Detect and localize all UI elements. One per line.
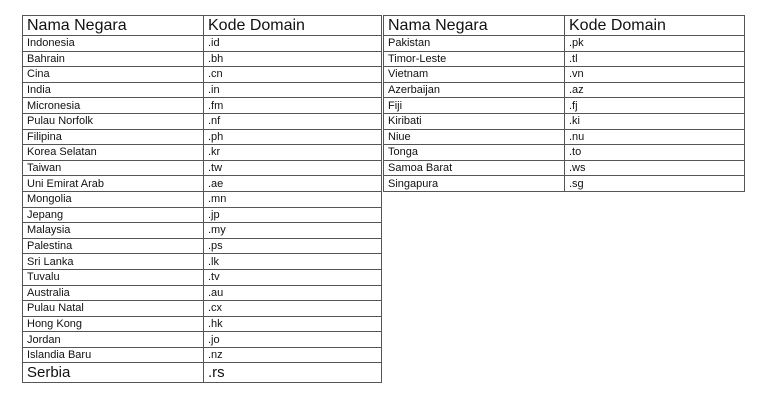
country-name-cell: Singapura [384, 176, 565, 192]
table-row [23, 301, 382, 317]
domain-code-cell: .nu [565, 129, 745, 145]
domain-code-cell: .pk [565, 36, 745, 52]
country-name-cell: Serbia [23, 363, 204, 383]
table-row [23, 160, 382, 176]
country-name-cell: Indonesia [23, 36, 204, 52]
table-row [23, 67, 382, 83]
table-row [23, 51, 382, 67]
table-row [23, 98, 382, 114]
table-row [23, 191, 382, 207]
country-name-cell: Malaysia [23, 223, 204, 239]
country-name-cell: Tuvalu [23, 269, 204, 285]
table-row [384, 145, 745, 161]
country-name-cell: Pakistan [384, 36, 565, 52]
domain-code-cell: .hk [204, 316, 382, 332]
country-name-cell: Jepang [23, 207, 204, 223]
country-name-cell: Cina [23, 67, 204, 83]
country-name-cell: India [23, 82, 204, 98]
domain-code-cell: .tw [204, 160, 382, 176]
table-row [23, 113, 382, 129]
domain-code-cell: .fj [565, 98, 745, 114]
domain-code-cell: .in [204, 82, 382, 98]
domain-code-cell: .nf [204, 113, 382, 129]
country-name-cell: Tonga [384, 145, 565, 161]
domain-code-cell: .az [565, 82, 745, 98]
country-name-cell: Korea Selatan [23, 145, 204, 161]
country-name-cell: Pulau Norfolk [23, 113, 204, 129]
domain-code-cell: .tv [204, 269, 382, 285]
domain-code-cell: .ae [204, 176, 382, 192]
table-row [384, 82, 745, 98]
table-row [23, 254, 382, 270]
domain-code-cell: .tl [565, 51, 745, 67]
table-row [23, 36, 382, 52]
table-body-right [384, 36, 745, 192]
domain-code-cell: .sg [565, 176, 745, 192]
table-row [384, 36, 745, 52]
country-name-cell: Micronesia [23, 98, 204, 114]
table-row [384, 176, 745, 192]
country-name-cell: Bahrain [23, 51, 204, 67]
domain-code-cell: .au [204, 285, 382, 301]
domain-code-cell: .kr [204, 145, 382, 161]
table-row [384, 129, 745, 145]
table-body-left [23, 36, 382, 383]
country-name-cell: Jordan [23, 332, 204, 348]
table-row [23, 269, 382, 285]
country-name-cell: Uni Emirat Arab [23, 176, 204, 192]
table-header-row [23, 16, 382, 36]
table-header-row [384, 16, 745, 36]
domain-code-cell: .ws [565, 160, 745, 176]
country-name-cell: Kiribati [384, 113, 565, 129]
country-name-cell: Timor-Leste [384, 51, 565, 67]
domain-code-cell: .ps [204, 238, 382, 254]
domain-code-cell: .jp [204, 207, 382, 223]
country-name-cell: Sri Lanka [23, 254, 204, 270]
table-row [23, 223, 382, 239]
domain-code-cell: .ph [204, 129, 382, 145]
country-name-cell: Palestina [23, 238, 204, 254]
table-row [23, 176, 382, 192]
country-name-cell: Filipina [23, 129, 204, 145]
domain-code-cell: .fm [204, 98, 382, 114]
country-name-cell: Australia [23, 285, 204, 301]
country-name-cell: Taiwan [23, 160, 204, 176]
domain-code-cell: .my [204, 223, 382, 239]
table-row [384, 67, 745, 83]
domain-code-cell: .lk [204, 254, 382, 270]
domain-code-cell: .mn [204, 191, 382, 207]
table-row [384, 98, 745, 114]
table-row [23, 347, 382, 363]
table-row [23, 316, 382, 332]
table-row [23, 363, 382, 383]
domain-code-cell: .rs [204, 363, 382, 383]
domain-code-cell: .cx [204, 301, 382, 317]
domain-code-cell: .ki [565, 113, 745, 129]
country-name-cell: Azerbaijan [384, 82, 565, 98]
table-row [384, 113, 745, 129]
country-name-cell: Samoa Barat [384, 160, 565, 176]
table-row [23, 238, 382, 254]
table-row [23, 207, 382, 223]
domain-code-cell: .jo [204, 332, 382, 348]
domain-code-cell: .cn [204, 67, 382, 83]
country-name-cell: Pulau Natal [23, 301, 204, 317]
country-name-cell: Vietnam [384, 67, 565, 83]
column-header-country: Nama Negara [23, 16, 204, 36]
table-row [23, 285, 382, 301]
country-name-cell: Niue [384, 129, 565, 145]
domain-code-cell: .vn [565, 67, 745, 83]
domain-table-right [383, 15, 745, 192]
table-row [23, 332, 382, 348]
country-name-cell: Islandia Baru [23, 347, 204, 363]
domain-code-cell: .nz [204, 347, 382, 363]
table-row [23, 82, 382, 98]
table-row [384, 160, 745, 176]
country-name-cell: Mongolia [23, 191, 204, 207]
column-header-country: Nama Negara [384, 16, 565, 36]
column-header-domain-code: Kode Domain [565, 16, 745, 36]
domain-table-left [22, 15, 382, 383]
country-name-cell: Hong Kong [23, 316, 204, 332]
table-row [23, 145, 382, 161]
domain-code-cell: .id [204, 36, 382, 52]
country-name-cell: Fiji [384, 98, 565, 114]
table-row [384, 51, 745, 67]
domain-code-cell: .to [565, 145, 745, 161]
domain-code-cell: .bh [204, 51, 382, 67]
table-row [23, 129, 382, 145]
column-header-domain-code: Kode Domain [204, 16, 382, 36]
